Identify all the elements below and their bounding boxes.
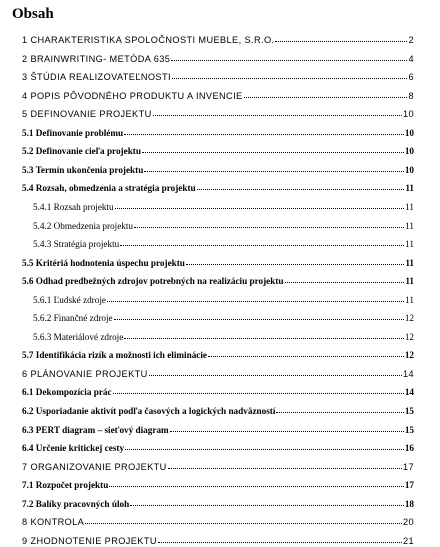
dot-leader (144, 162, 403, 172)
dot-leader (170, 422, 404, 432)
toc-heading: Obsah (12, 6, 54, 22)
dot-leader (149, 366, 402, 376)
toc-entry-label: 5.1 Definovanie problému (22, 127, 124, 138)
toc-entry[interactable] (22, 51, 414, 65)
dot-leader (124, 329, 404, 339)
toc-entry[interactable] (22, 69, 414, 83)
toc-entry[interactable] (22, 440, 414, 454)
toc-entry[interactable] (22, 143, 414, 157)
toc-entry-label: 5.6.2 Finančné zdroje (33, 313, 113, 324)
toc-entry[interactable] (33, 329, 414, 343)
toc-entry-label: 5.5 Kritériá hodnotenia úspechu projektu (22, 257, 185, 268)
dot-leader (124, 125, 404, 135)
dot-leader (107, 292, 404, 302)
toc-entry-label: 5.4 Rozsah, obmedzenia a stratégia projektu (22, 183, 196, 194)
toc-entry-page-number: 16 (404, 443, 414, 454)
toc-entry-label: 3 ŠTÚDIA REALIZOVATEĽNOSTI (22, 72, 171, 83)
toc-entry[interactable] (33, 310, 414, 324)
toc-entry[interactable] (22, 422, 414, 436)
toc-entry[interactable] (22, 384, 414, 398)
dot-leader (244, 88, 408, 98)
toc-entry-label: 7.1 Rozpočet projektu (22, 480, 109, 491)
toc-entry[interactable] (22, 477, 414, 491)
toc-entry[interactable] (22, 514, 414, 528)
toc-entry-page-number: 11 (405, 220, 414, 231)
toc-entry-label: 5.4.2 Obmedzenia projektu (33, 220, 134, 231)
toc-entry-page-number: 11 (405, 183, 414, 194)
dot-leader (275, 32, 407, 42)
toc-entry-label: 1 CHARAKTERISTIKA SPOLOČNOSTI MUEBLE, S.R.O. (22, 35, 275, 45)
toc-entry[interactable] (22, 459, 414, 473)
toc-entry-label: 7 ORGANIZOVANIE PROJEKTU (22, 461, 167, 472)
toc-entry-label: 5.6.1 Ľudské zdroje (33, 294, 106, 305)
dot-leader (142, 143, 404, 153)
toc-entry-page-number: 6 (408, 72, 414, 83)
toc-entry-label: 7.2 Balíky pracovných úloh (22, 498, 130, 509)
toc-entry-page-number: 11 (405, 257, 414, 268)
toc-entry-page-number: 11 (405, 294, 414, 305)
toc-entry-page-number: 2 (408, 35, 414, 45)
toc-entry-page-number: 12 (404, 331, 414, 342)
toc-entry-label: 5.3 Termín ukončenia projektu (22, 164, 144, 175)
dot-leader (168, 459, 402, 469)
dot-leader (115, 199, 405, 209)
toc-entry-label: 6 PLÁNOVANIE PROJEKTU (22, 368, 148, 379)
toc-entry-page-number: 11 (405, 239, 414, 250)
dot-leader (85, 514, 402, 524)
toc-entry-label: 5.6.3 Materiálové zdroje (33, 331, 124, 342)
toc-entry-label: 5 DEFINOVANIE PROJEKTU (22, 109, 152, 120)
toc-entry-label: 8 KONTROLA (22, 517, 85, 528)
toc-entry-label: 5.2 Definovanie cieľa projektu (22, 146, 141, 157)
toc-entry-label: 5.7 Identifikácia rizík a možnosti ich eliminácie (22, 350, 208, 361)
dot-leader (276, 403, 403, 413)
toc-entry-page-number: 14 (402, 368, 414, 379)
toc-entry-page-number: 10 (402, 109, 414, 120)
toc-entry-label: 5.6 Odhad predbežných zdrojov potrebných na realizáciu projektu (22, 276, 284, 287)
toc-entry-page-number: 20 (402, 517, 414, 528)
toc-entry-page-number: 10 (404, 127, 414, 138)
toc-entry-page-number: 12 (404, 350, 414, 361)
toc-entry[interactable] (22, 403, 414, 417)
dot-leader (285, 273, 405, 283)
toc-entry[interactable] (22, 162, 414, 176)
toc-entry[interactable] (22, 533, 414, 547)
toc-entry[interactable] (33, 236, 414, 250)
dot-leader (113, 384, 404, 394)
toc-entry[interactable] (22, 32, 414, 46)
toc-entry-page-number: 10 (404, 146, 414, 157)
toc-entry[interactable] (22, 125, 414, 139)
toc-entry-label: 2 BRAINWRITING- METÓDA 635 (22, 53, 171, 64)
toc-entry[interactable] (33, 292, 414, 306)
toc-entry[interactable] (22, 496, 414, 510)
dot-leader (114, 310, 404, 320)
dot-leader (208, 347, 404, 357)
toc-entry-page-number: 17 (402, 461, 414, 472)
dot-leader (197, 180, 405, 190)
toc-entry[interactable] (22, 366, 414, 380)
toc-entry-page-number: 8 (408, 90, 414, 101)
toc-entry-page-number: 12 (404, 313, 414, 324)
toc-entry-label: 5.4.1 Rozsah projektu (33, 201, 114, 212)
dot-leader (134, 218, 404, 228)
toc-entry[interactable] (22, 255, 414, 269)
toc-entry-label: 5.4.3 Stratégia projektu (33, 239, 120, 250)
toc-entry-page-number: 11 (405, 201, 414, 212)
dot-leader (186, 255, 404, 265)
dot-leader (153, 106, 402, 116)
toc-entry-page-number: 10 (404, 164, 414, 175)
toc-entry-page-number: 15 (404, 406, 414, 416)
toc-entry-page-number: 11 (405, 276, 414, 287)
toc-entry-label: 6.3 PERT diagram – sieťový diagram (22, 424, 169, 435)
toc-entry-page-number: 4 (408, 53, 414, 64)
toc-entry-page-number: 21 (402, 535, 414, 546)
dot-leader (125, 440, 404, 450)
toc-entry[interactable] (22, 273, 414, 287)
toc-entry-label: 6.2 Usporiadanie aktivít podľa časových a logických nadväzností (22, 406, 276, 416)
toc-entry-page-number: 15 (404, 424, 414, 435)
toc-entry[interactable] (33, 199, 414, 213)
toc-entry[interactable] (33, 218, 414, 232)
toc-entry[interactable] (22, 106, 414, 120)
toc-entry-page-number: 17 (404, 480, 414, 491)
toc-entry[interactable] (22, 180, 414, 194)
dot-leader (120, 236, 404, 246)
dot-leader (109, 477, 403, 487)
dot-leader (172, 69, 408, 79)
toc-entry-label: 6.1 Dekompozícia prác (22, 387, 112, 398)
toc-entry-label: 4 POPIS PÔVODNÉHO PRODUKTU A INVENCIE (22, 90, 243, 101)
dot-leader (130, 496, 404, 506)
dot-leader (158, 533, 402, 543)
dot-leader (171, 51, 407, 61)
toc-entry-page-number: 18 (404, 498, 414, 509)
toc-entry-label: 9 ZHODNOTENIE PROJEKTU (22, 535, 157, 546)
toc-entry[interactable] (22, 347, 414, 361)
toc-entry-page-number: 14 (404, 387, 414, 398)
toc-entry-label: 6.4 Určenie kritickej cesty (22, 443, 125, 454)
toc-entry[interactable] (22, 88, 414, 102)
